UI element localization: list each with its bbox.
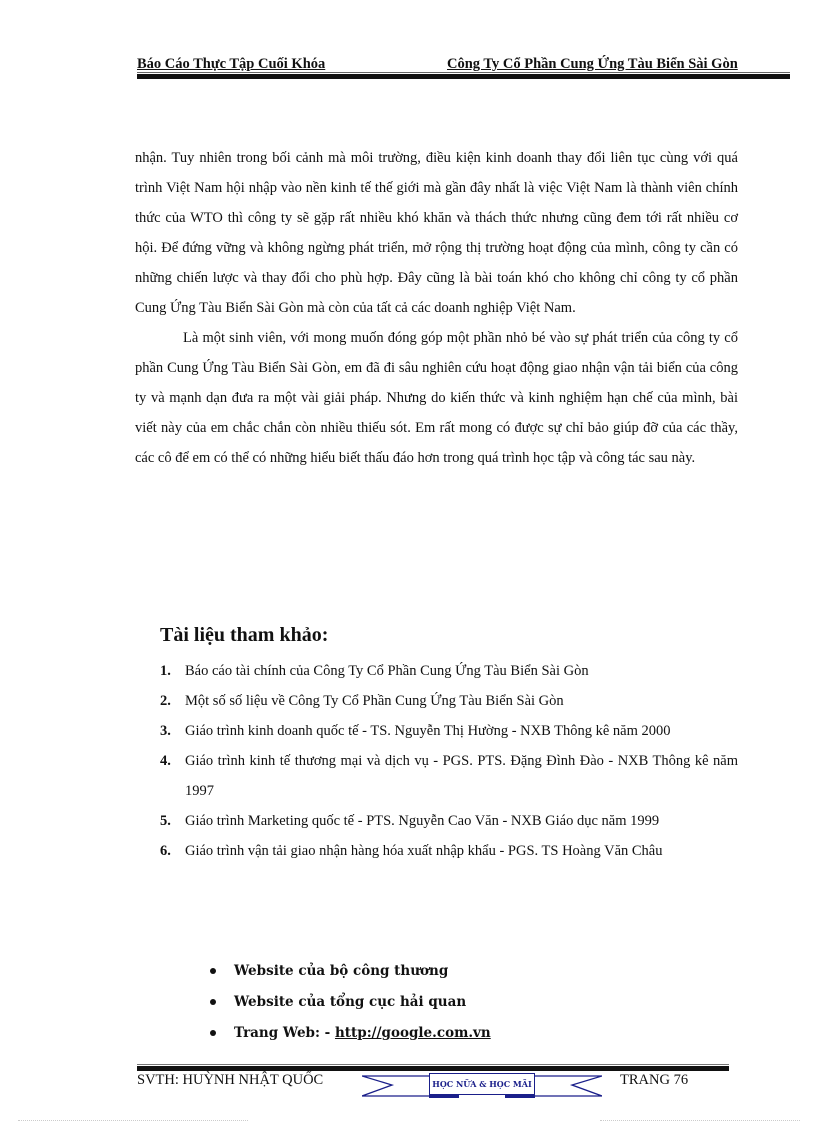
reference-item: 5. Giáo trình Marketing quốc tế - PTS. Nguyễn Cao Văn - NXB Giáo dục năm 1999 [160,813,660,829]
bullet-item: Website của bộ công thương [210,956,491,987]
reference-item: 6. Giáo trình vận tải giao nhận hàng hóa xuất nhập khẩu - PGS. TS Hoàng Văn Châu [160,843,663,859]
reference-item: 1. Báo cáo tài chính của Công Ty Cổ Phần Cung Ứng Tàu Biển Sài Gòn [160,663,589,679]
bullet-item: Website của tổng cục hải quan [210,987,491,1018]
bullet-icon [210,1030,216,1036]
page-header [137,56,790,76]
reference-item: 2. Một số số liệu về Công Ty Cổ Phần Cung Ứng Tàu Biển Sài Gòn [160,693,564,709]
footer-student-name: SVTH: HUỲNH NHẬT QUỐC [137,1072,324,1088]
header-rule-thin [137,72,790,73]
banner-motto: HỌC NỮA & HỌC MÃI [429,1073,535,1095]
header-rule [137,74,790,79]
bullet-icon [210,968,216,974]
reference-item: 3. Giáo trình kinh doanh quốc tế - TS. Nguyễn Thị Hường - NXB Thông kê năm 2000 [160,723,671,739]
reference-item: 4. Giáo trình kinh tế thương mại và dịch vụ - PGS. PTS. Đặng Đình Đào - NXB Thông kê năm 1997 [160,753,738,799]
header-report-title: Báo Cáo Thực Tập Cuối Khóa [137,56,326,72]
web-references-list [210,956,491,1049]
references-list [160,656,738,866]
page-edge-divider [18,1120,248,1121]
footer-banner [362,1070,602,1100]
paragraph-2: Là một sinh viên, với mong muốn đóng góp một phần nhỏ bé vào sự phát triển của công ty cổ phần Cung Ứng Tàu Biển Sài Gòn, em đã đi sâu nghiên cứu hoạt động giao nhận vận tải biển của công ty và mạnh dạn đưa ra một vài giải pháp. Nhưng do kiến thức và kinh nghiệm hạn chế của mình, bài viết này của em chắc chắn còn nhiều thiếu sót. Em rất mong có được sự chỉ bảo giúp đỡ của các thầy, các cô để em có thể có những hiểu biết thấu đáo hơn trong quá trình học tập và công tác sau này. [135,330,738,466]
footer-rule-thin [137,1064,729,1065]
page-edge-divider [600,1120,800,1121]
body-text [135,143,738,473]
header-company-name: Công Ty Cổ Phần Cung Ứng Tàu Biển Sài Gòn [447,56,738,72]
page-number: TRANG 76 [620,1072,689,1088]
bullet-icon [210,999,216,1005]
references-title: Tài liệu tham khảo: [160,624,329,646]
bullet-item: Trang Web: - http://google.com.vn [210,1018,491,1049]
google-link[interactable]: http://google.com.vn [334,1025,491,1041]
paragraph-1: nhận. Tuy nhiên trong bối cảnh mà môi trường, điều kiện kinh doanh thay đổi liên tục cùng với quá trình Việt Nam hội nhập vào nền kinh tế thế giới mà gần đây nhất là việc Việt Nam là thành viên chính thức của WTO thì công ty sẽ gặp rất nhiều khó khăn và thách thức nhưng cũng đem tới rất nhiều cơ hội. Để đứng vững và không ngừng phát triển, mở rộng thị trường hoạt động của mình, công ty cần có những chiến lược và thay đổi cho phù hợp. Đây cũng là bài toán khó cho không chỉ công ty cổ phần Cung Ứng Tàu Biển Sài Gòn mà còn của tất cả các doanh nghiệp Việt Nam. [135,150,738,316]
